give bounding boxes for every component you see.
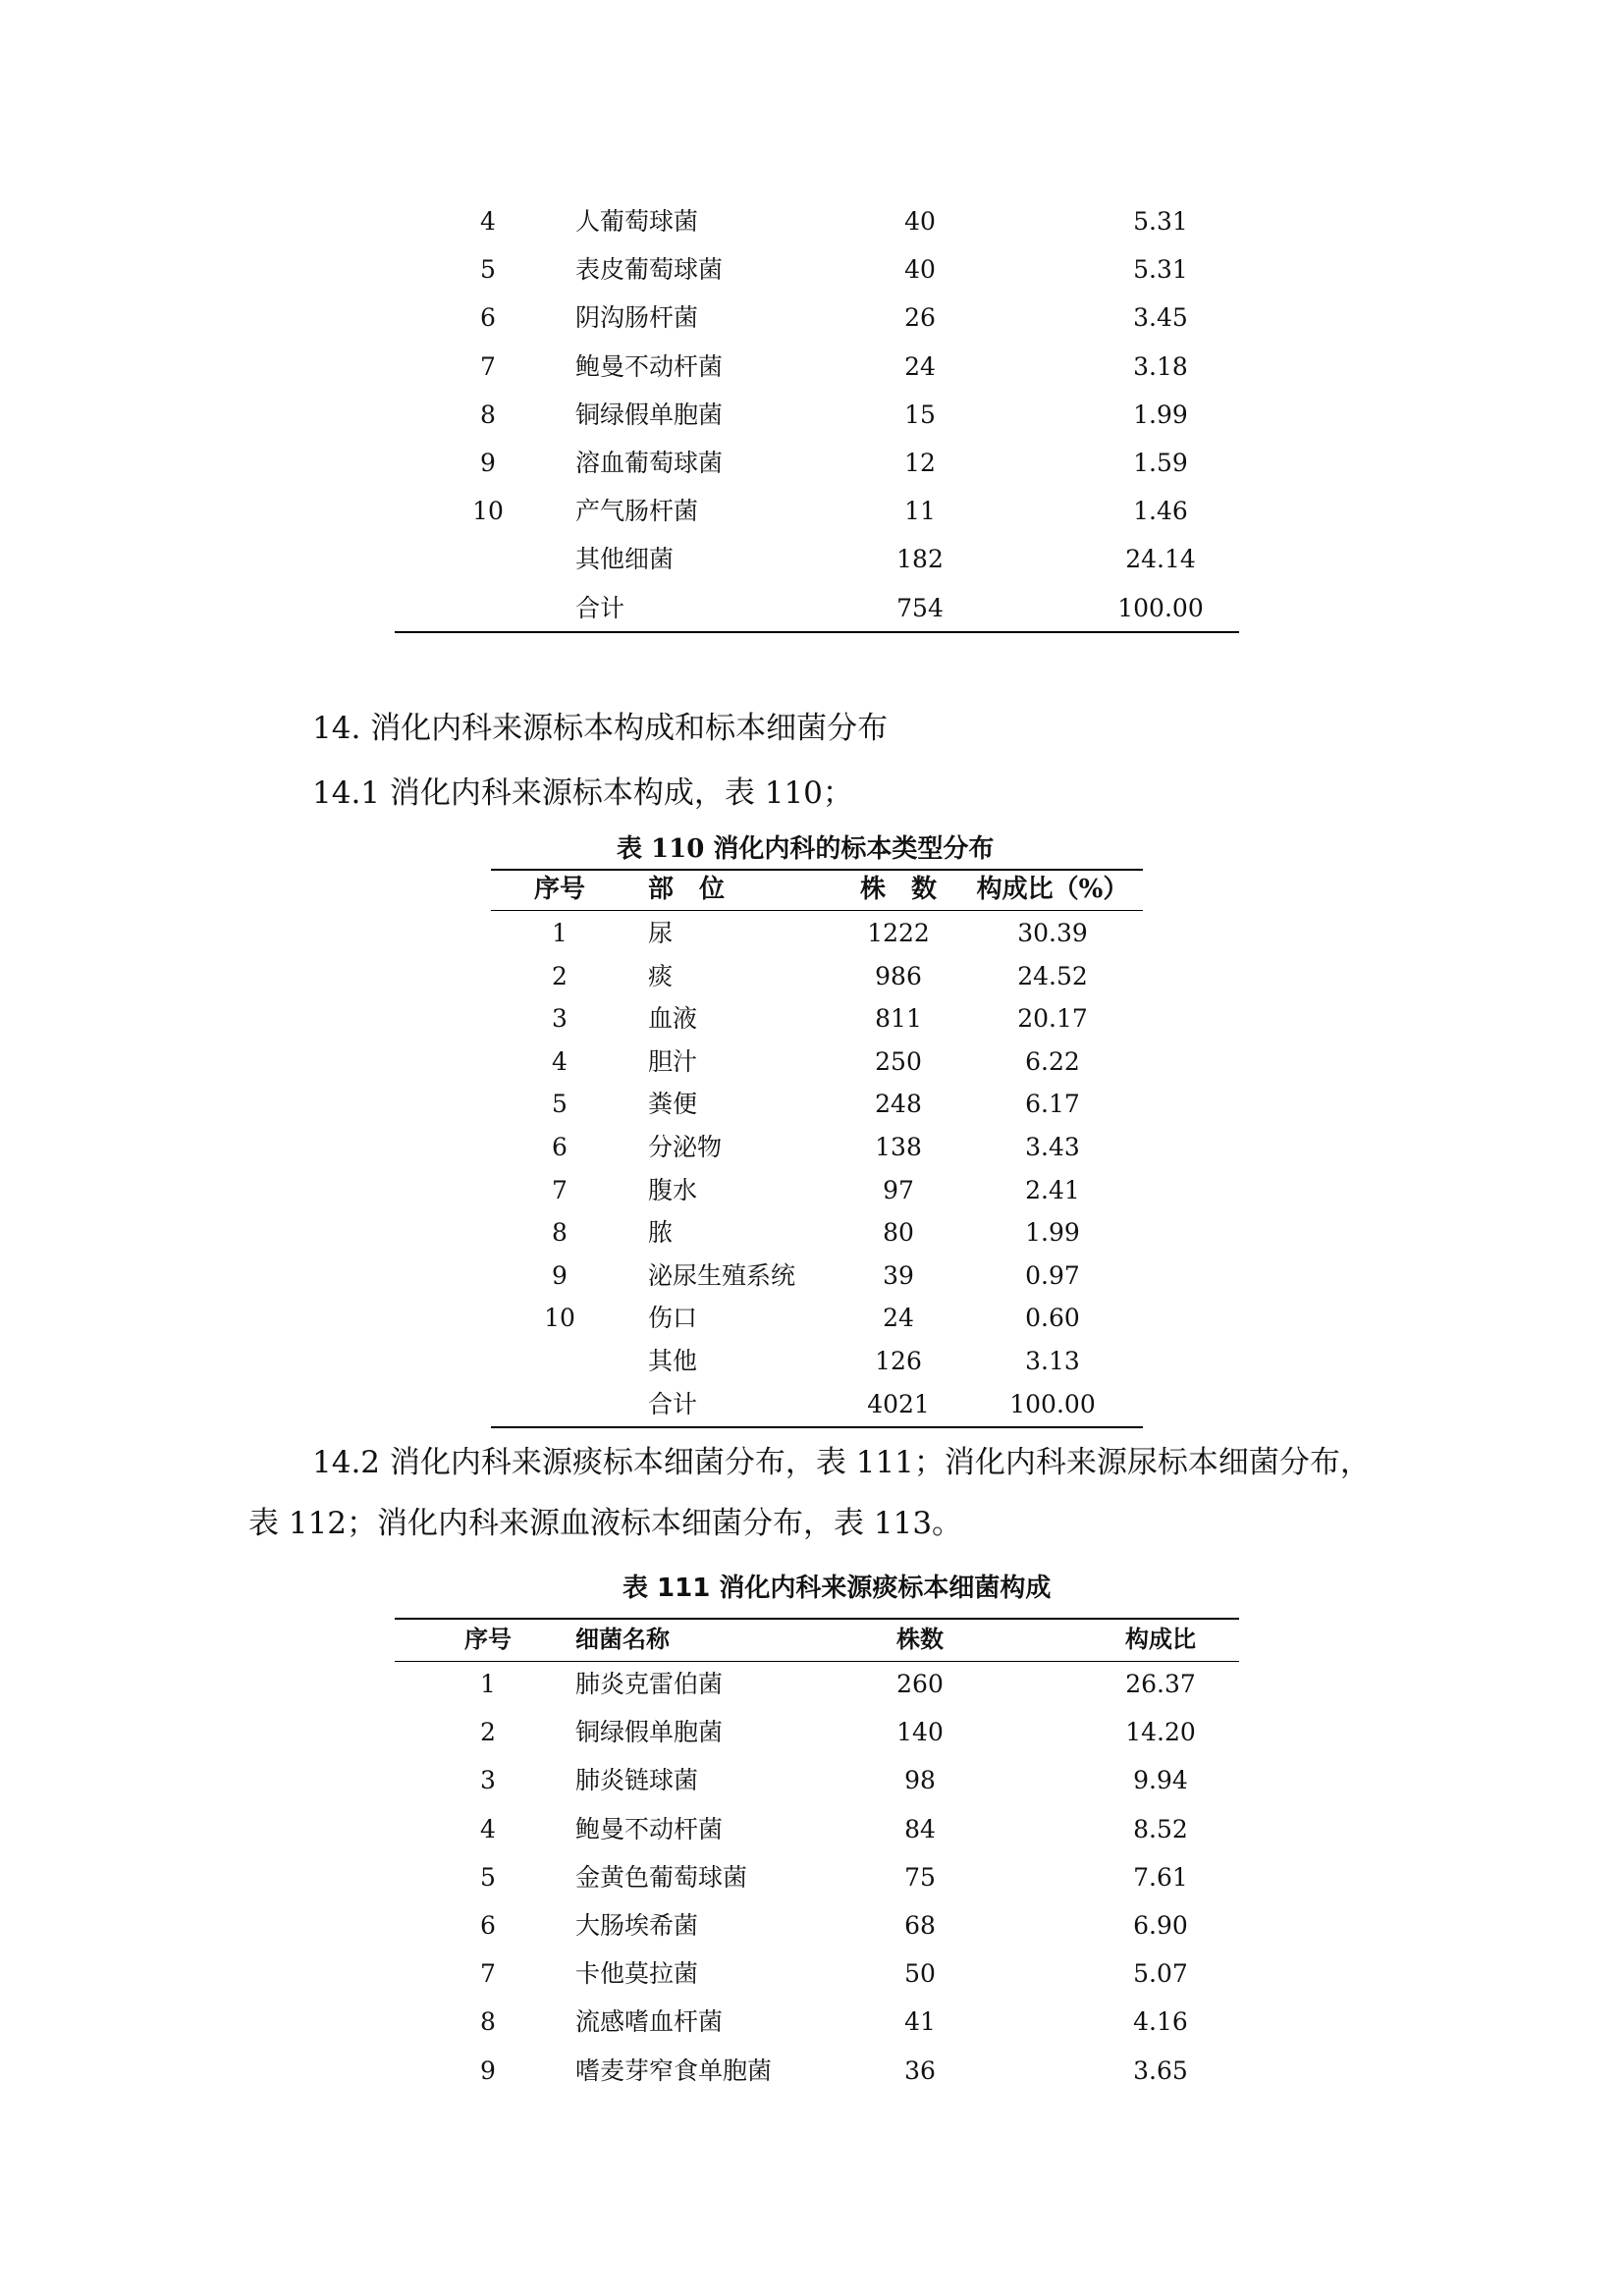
table-row — [395, 1858, 1239, 1906]
cell-specimen-part: 痰 — [648, 961, 674, 990]
cell-seq: 2 — [552, 961, 568, 990]
table-row — [491, 1042, 1143, 1082]
cell-count: 39 — [883, 1260, 914, 1290]
cell-specimen-part: 合计 — [648, 1389, 698, 1418]
cell-seq: 7 — [480, 1959, 496, 1989]
cell-count: 140 — [896, 1718, 944, 1747]
cell-seq: 7 — [552, 1175, 568, 1204]
cell-percent: 9.94 — [1133, 1766, 1188, 1795]
cell-bacteria-name: 其他细菌 — [575, 545, 675, 574]
cell-count: 68 — [904, 1911, 936, 1940]
cell-specimen-part: 泌尿生殖系统 — [648, 1260, 796, 1290]
table-row — [395, 396, 1239, 444]
cell-count: 97 — [883, 1175, 914, 1204]
cell-bacteria-name: 鲍曼不动杆菌 — [575, 1814, 724, 1843]
table-header-rule — [491, 910, 1143, 911]
cell-bacteria-name: 合计 — [575, 593, 625, 622]
table-row — [491, 914, 1143, 953]
cell-seq: 4 — [480, 207, 496, 236]
cell-percent: 1.99 — [1133, 400, 1188, 429]
header-count: 株 数 — [859, 875, 937, 904]
cell-specimen-part: 分泌物 — [648, 1133, 723, 1161]
cell-seq: 4 — [552, 1046, 568, 1076]
cell-percent: 1.59 — [1133, 449, 1188, 477]
cell-percent: 3.13 — [1025, 1347, 1080, 1375]
subsection-heading: 14.1 消化内科来源标本构成，表 110； — [312, 775, 853, 811]
cell-count: 986 — [875, 961, 922, 990]
cell-count: 182 — [896, 545, 944, 574]
cell-percent: 100.00 — [1117, 593, 1204, 622]
cell-percent: 24.52 — [1017, 961, 1088, 990]
table-row — [491, 999, 1143, 1039]
cell-count: 248 — [875, 1090, 922, 1119]
cell-specimen-part: 血液 — [648, 1004, 698, 1034]
cell-count: 24 — [904, 351, 936, 381]
table-row — [395, 589, 1239, 637]
cell-bacteria-name: 阴沟肠杆菌 — [575, 303, 699, 333]
cell-bacteria-name: 铜绿假单胞菌 — [575, 400, 724, 429]
table-header — [491, 869, 1143, 910]
table-title: 表 110 消化内科的标本类型分布 — [617, 834, 995, 864]
cell-specimen-part: 胆汁 — [648, 1046, 698, 1076]
cell-seq: 5 — [552, 1090, 568, 1119]
cell-bacteria-name: 铜绿假单胞菌 — [575, 1718, 724, 1747]
table-row — [491, 1385, 1143, 1424]
cell-bacteria-name: 溶血葡萄球菌 — [575, 449, 724, 477]
cell-count: 50 — [904, 1959, 936, 1989]
cell-count: 40 — [904, 255, 936, 285]
cell-count: 126 — [875, 1347, 922, 1375]
cell-specimen-part: 伤口 — [648, 1304, 698, 1333]
cell-seq: 1 — [552, 919, 568, 947]
table-header-rule — [395, 1661, 1239, 1662]
cell-count: 36 — [904, 2056, 936, 2085]
table-header — [395, 1618, 1239, 1661]
cell-seq: 6 — [552, 1133, 568, 1161]
header-percent: 构成比 — [1125, 1626, 1196, 1653]
cell-count: 24 — [883, 1304, 914, 1333]
cell-count: 98 — [904, 1766, 936, 1795]
cell-percent: 1.99 — [1025, 1218, 1080, 1248]
cell-bacteria-name: 金黄色葡萄球菌 — [575, 1862, 748, 1892]
cell-specimen-part: 腹水 — [648, 1175, 698, 1204]
cell-seq: 6 — [480, 303, 496, 333]
cell-specimen-part: 粪便 — [648, 1090, 698, 1119]
cell-percent: 24.14 — [1125, 545, 1196, 574]
table-previous-continuation — [395, 202, 1239, 634]
cell-count: 811 — [875, 1004, 922, 1034]
cell-percent: 20.17 — [1017, 1004, 1088, 1034]
cell-percent: 3.45 — [1133, 303, 1188, 333]
table-row — [395, 492, 1239, 540]
cell-bacteria-name: 大肠埃希菌 — [575, 1911, 699, 1940]
cell-seq: 3 — [552, 1004, 568, 1034]
cell-seq: 2 — [480, 1718, 496, 1747]
cell-percent: 6.17 — [1025, 1090, 1080, 1119]
cell-count: 4021 — [867, 1389, 930, 1418]
cell-percent: 30.39 — [1017, 919, 1088, 947]
table-bottom-rule — [395, 631, 1239, 633]
header-seq: 序号 — [533, 875, 585, 904]
cell-count: 12 — [904, 449, 936, 477]
cell-bacteria-name: 肺炎链球菌 — [575, 1766, 699, 1795]
cell-count: 40 — [904, 207, 936, 236]
table-row — [395, 1713, 1239, 1761]
header-percent: 构成比（%） — [976, 875, 1129, 904]
cell-seq: 8 — [552, 1218, 568, 1248]
cell-seq: 7 — [480, 351, 496, 381]
table-row — [395, 2002, 1239, 2051]
table-110 — [491, 829, 1143, 1418]
cell-seq: 5 — [480, 255, 496, 285]
cell-count: 11 — [904, 497, 936, 526]
cell-percent: 0.97 — [1025, 1260, 1080, 1290]
cell-percent: 0.60 — [1025, 1304, 1080, 1333]
header-seq: 序号 — [464, 1626, 512, 1653]
cell-seq: 3 — [480, 1766, 496, 1795]
cell-seq: 9 — [552, 1260, 568, 1290]
cell-count: 41 — [904, 2007, 936, 2037]
cell-seq: 10 — [544, 1304, 575, 1333]
cell-percent: 7.61 — [1133, 1862, 1188, 1892]
cell-percent: 14.20 — [1125, 1718, 1196, 1747]
header-part: 部 位 — [648, 875, 726, 904]
table-row — [395, 1761, 1239, 1809]
cell-seq: 1 — [480, 1670, 496, 1698]
cell-count: 84 — [904, 1814, 936, 1843]
cell-percent: 100.00 — [1009, 1389, 1096, 1418]
table-row — [491, 1299, 1143, 1338]
cell-count: 1222 — [867, 919, 930, 947]
cell-bacteria-name: 卡他莫拉菌 — [575, 1959, 699, 1989]
cell-count: 75 — [904, 1862, 936, 1892]
table-row — [395, 1665, 1239, 1713]
cell-seq: 4 — [480, 1814, 496, 1843]
cell-bacteria-name: 流感嗜血杆菌 — [575, 2007, 724, 2037]
table-row — [395, 347, 1239, 396]
header-count: 株数 — [896, 1626, 944, 1653]
cell-bacteria-name: 表皮葡萄球菌 — [575, 255, 724, 285]
cell-count: 80 — [883, 1218, 914, 1248]
cell-seq: 6 — [480, 1911, 496, 1940]
cell-bacteria-name: 鲍曼不动杆菌 — [575, 351, 724, 381]
table-title: 表 111 消化内科来源痰标本细菌构成 — [623, 1574, 1052, 1603]
cell-count: 260 — [896, 1670, 944, 1698]
section-heading: 14. 消化内科来源标本构成和标本细菌分布 — [312, 711, 889, 746]
cell-count: 15 — [904, 400, 936, 429]
cell-percent: 6.90 — [1133, 1911, 1188, 1940]
table-row — [491, 957, 1143, 996]
table-row — [491, 1342, 1143, 1381]
cell-percent: 3.18 — [1133, 351, 1188, 381]
table-row — [491, 1213, 1143, 1253]
table-row — [395, 2052, 1239, 2100]
cell-percent: 3.65 — [1133, 2056, 1188, 2085]
cell-specimen-part: 脓 — [648, 1218, 674, 1248]
cell-percent: 8.52 — [1133, 1814, 1188, 1843]
table-row — [395, 250, 1239, 298]
cell-specimen-part: 其他 — [648, 1347, 698, 1375]
cell-percent: 3.43 — [1025, 1133, 1080, 1161]
cell-percent: 5.07 — [1133, 1959, 1188, 1989]
cell-seq: 5 — [480, 1862, 496, 1892]
cell-count: 26 — [904, 303, 936, 333]
cell-specimen-part: 尿 — [648, 919, 674, 947]
cell-percent: 6.22 — [1025, 1046, 1080, 1076]
table-row — [395, 1810, 1239, 1858]
cell-bacteria-name: 人葡萄球菌 — [575, 207, 699, 236]
table-row — [491, 1085, 1143, 1124]
cell-bacteria-name: 肺炎克雷伯菌 — [575, 1670, 724, 1698]
cell-seq: 9 — [480, 2056, 496, 2085]
cell-seq: 10 — [472, 497, 504, 526]
cell-percent: 5.31 — [1133, 207, 1188, 236]
header-name: 细菌名称 — [575, 1626, 670, 1653]
cell-seq: 8 — [480, 2007, 496, 2037]
table-row — [491, 1128, 1143, 1167]
cell-count: 138 — [875, 1133, 922, 1161]
table-row — [395, 298, 1239, 347]
cell-count: 250 — [875, 1046, 922, 1076]
cell-bacteria-name: 嗜麦芽窄食单胞菌 — [575, 2056, 773, 2085]
table-row — [395, 444, 1239, 492]
cell-seq: 8 — [480, 400, 496, 429]
cell-percent: 26.37 — [1125, 1670, 1196, 1698]
table-row — [395, 540, 1239, 588]
paragraph-line: 14.2 消化内科来源痰标本细菌分布，表 111；消化内科来源尿标本细菌分布， — [312, 1445, 1371, 1480]
cell-percent: 1.46 — [1133, 497, 1188, 526]
paragraph-line: 表 112；消化内科来源血液标本细菌分布，表 113。 — [248, 1506, 963, 1541]
table-row — [491, 1171, 1143, 1210]
table-111 — [395, 1569, 1239, 2099]
cell-percent: 4.16 — [1133, 2007, 1188, 2037]
table-row — [395, 1906, 1239, 1954]
cell-seq: 9 — [480, 449, 496, 477]
table-bottom-rule — [491, 1426, 1143, 1428]
table-row — [395, 202, 1239, 250]
table-row — [395, 1954, 1239, 2002]
cell-count: 754 — [896, 593, 944, 622]
cell-percent: 5.31 — [1133, 255, 1188, 285]
cell-percent: 2.41 — [1025, 1175, 1080, 1204]
table-row — [491, 1256, 1143, 1296]
cell-bacteria-name: 产气肠杆菌 — [575, 497, 699, 526]
